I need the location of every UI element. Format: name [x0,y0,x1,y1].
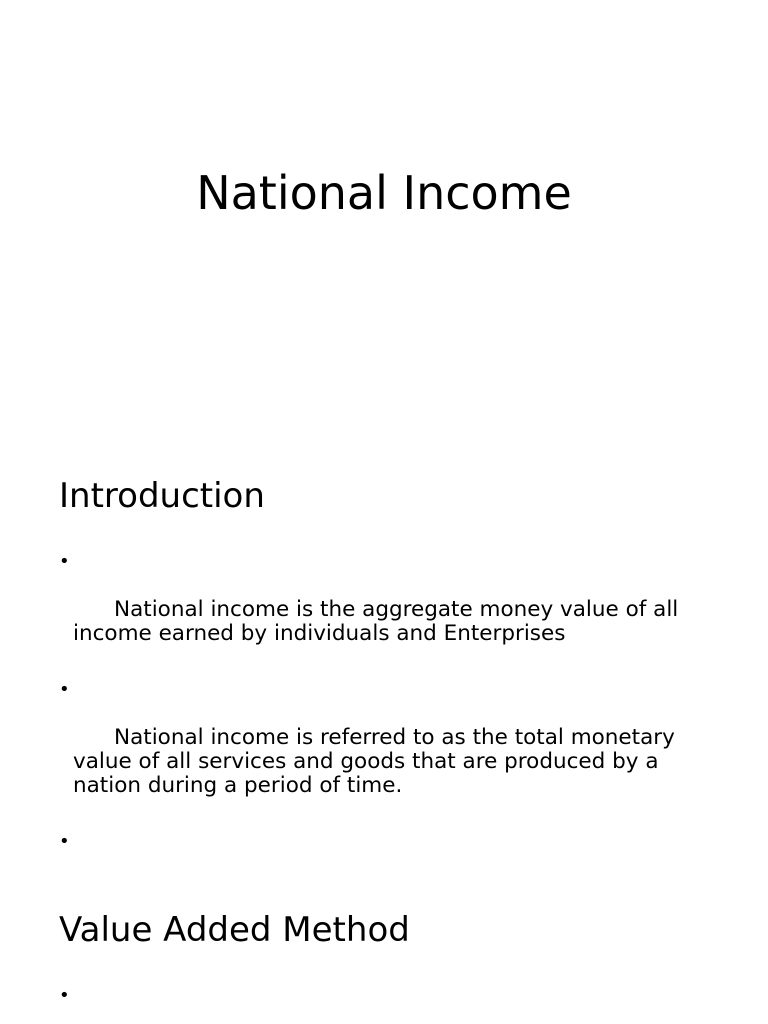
bullet-icon: • [59,831,70,844]
slide-heading: Introduction [59,476,265,516]
bullet-icon: • [59,551,70,572]
list-item [59,984,709,1024]
slide-heading: Value Added Method [59,910,410,950]
bullet-text: National income is the aggregate money value of all income earned by individuals and Enterprises [73,597,686,646]
slide-value-added-method [0,868,768,1024]
bullet-list [59,984,709,1024]
bullet-icon: • [59,985,70,1006]
slide-title [0,0,768,420]
bullet-icon: • [59,679,70,700]
bullet-list [59,550,709,844]
list-item [59,830,709,844]
presentation-title: National Income [196,166,572,220]
list-item [59,678,709,822]
bullet-text: National income is referred to as the total monetary value of all services and goods that are produced by a nation during a period of time. [73,725,682,798]
list-item [59,550,709,670]
slide-introduction [0,434,768,844]
